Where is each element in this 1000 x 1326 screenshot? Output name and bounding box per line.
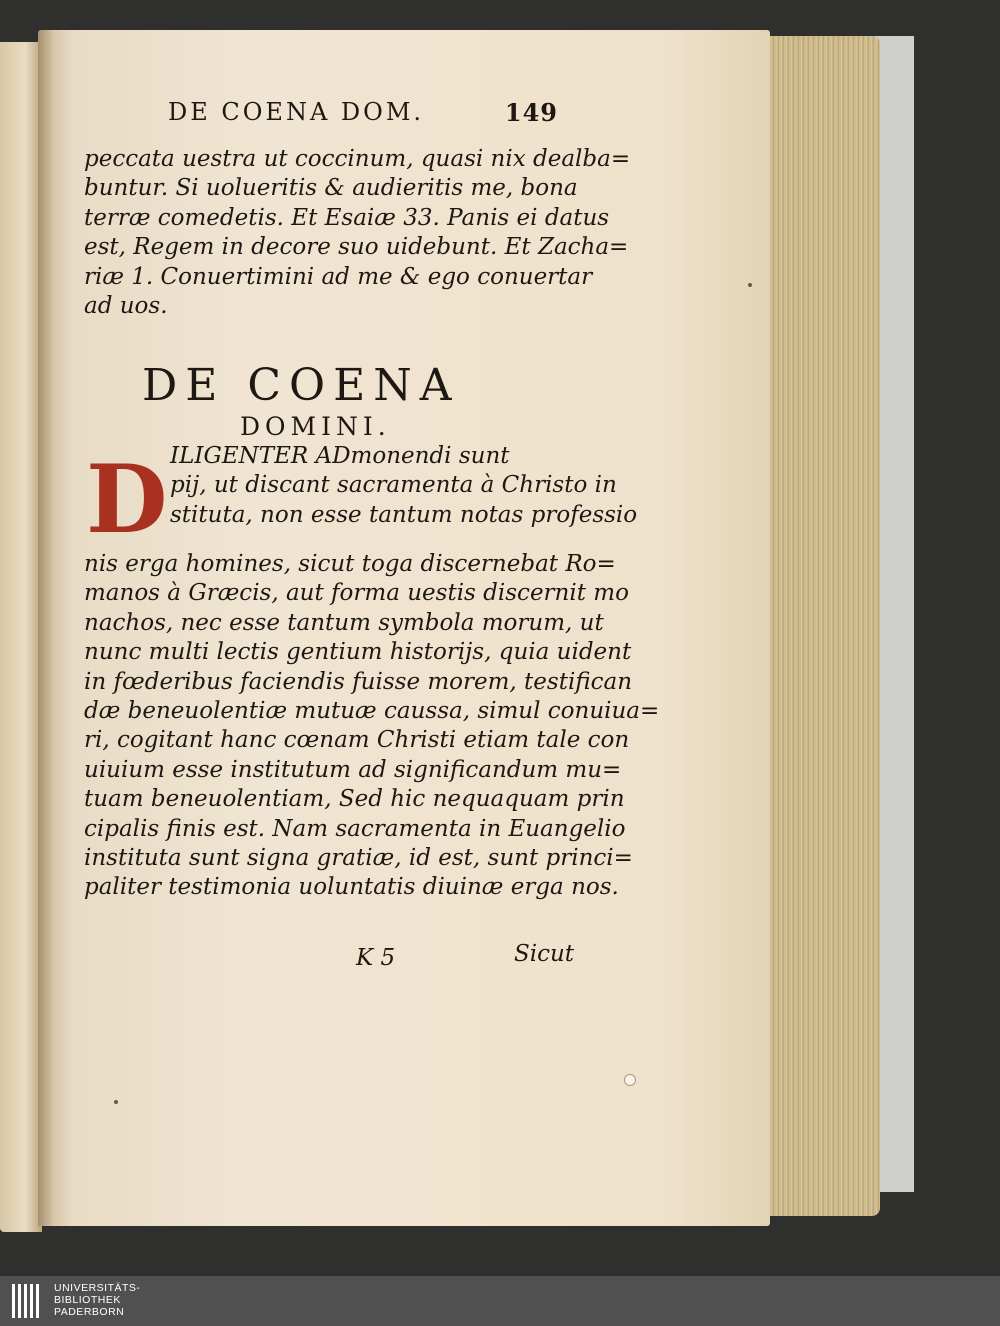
paper-speck [748,283,752,287]
text-line: buntur. Si uolueritis & audieritis me, bona [84,175,578,202]
logo-line: BIBLIOTHEK [54,1294,121,1306]
signature-mark: K 5 [356,945,396,971]
text-line: nunc multi lectis gentium historijs, quia uident [84,639,632,666]
text-line: riæ 1. Conuertimini ad me & ego conuertar [84,263,593,290]
section-subtitle: DOMINI. [240,412,391,441]
running-head [168,98,568,126]
page-number: 149 [504,98,558,127]
paper-speck [114,1100,118,1104]
text-line: pij, ut discant sacramenta à Christo in [170,472,617,499]
text-line: terræ comedetis. Et Esaiæ 33. Panis ei datus [84,204,610,231]
drop-initial: D [86,445,168,555]
text-line: tuam beneuolentiam, Sed hic nequaquam prin [84,786,625,813]
facing-page-edge [0,42,42,1232]
text-line: in fœderibus faciendis fuisse morem, testifican [84,668,633,695]
text-line: peccata uestra ut coccinum, quasi nix dealba= [84,146,631,172]
logo-line: UNIVERSITÄTS- [54,1282,141,1294]
text-line: paliter testimonia uoluntatis diuinæ erga nos. [84,874,619,901]
text-line: cipalis finis est. Nam sacramenta in Euangelio [84,815,626,842]
text-line: nachos, nec esse tantum symbola morum, ut [84,609,604,636]
body-paragraph [84,550,660,903]
text-line: manos à Græcis, aut forma uestis discernit mo [84,580,629,607]
catchword: Sicut [514,941,575,967]
logo-line: PADERBORN [54,1306,125,1318]
library-footer-bar [0,1276,1000,1326]
library-logo-icon [12,1284,46,1318]
running-head-title: DE COENA DOM. [168,98,425,126]
text-line: ILIGENTER ADmonendi sunt [170,443,510,469]
page-edges [765,36,880,1216]
text-line: ad uos. [84,293,168,320]
library-logo-text [54,1282,140,1318]
text-line: ri, cogitant hanc cœnam Christi etiam tale con [84,727,630,754]
text-line: est, Regem in decore suo uidebunt. Et Zacha= [84,234,629,261]
section-title: DE COENA [142,360,460,411]
text-line: uiuium esse institutum ad significandum mu= [84,756,622,783]
text-line: instituta sunt signa gratiæ, id est, sunt princi= [84,845,633,872]
text-line: dæ beneuolentiæ mutuæ caussa, simul conuiua= [84,698,660,725]
top-paragraph [84,145,631,321]
paper-hole [624,1074,636,1086]
body-first-lines [170,442,638,530]
text-line: stituta, non esse tantum notas professio [170,501,638,528]
text-line: nis erga homines, sicut toga discernebat Ro= [84,551,616,577]
page-gutter-shadow [38,30,54,1226]
